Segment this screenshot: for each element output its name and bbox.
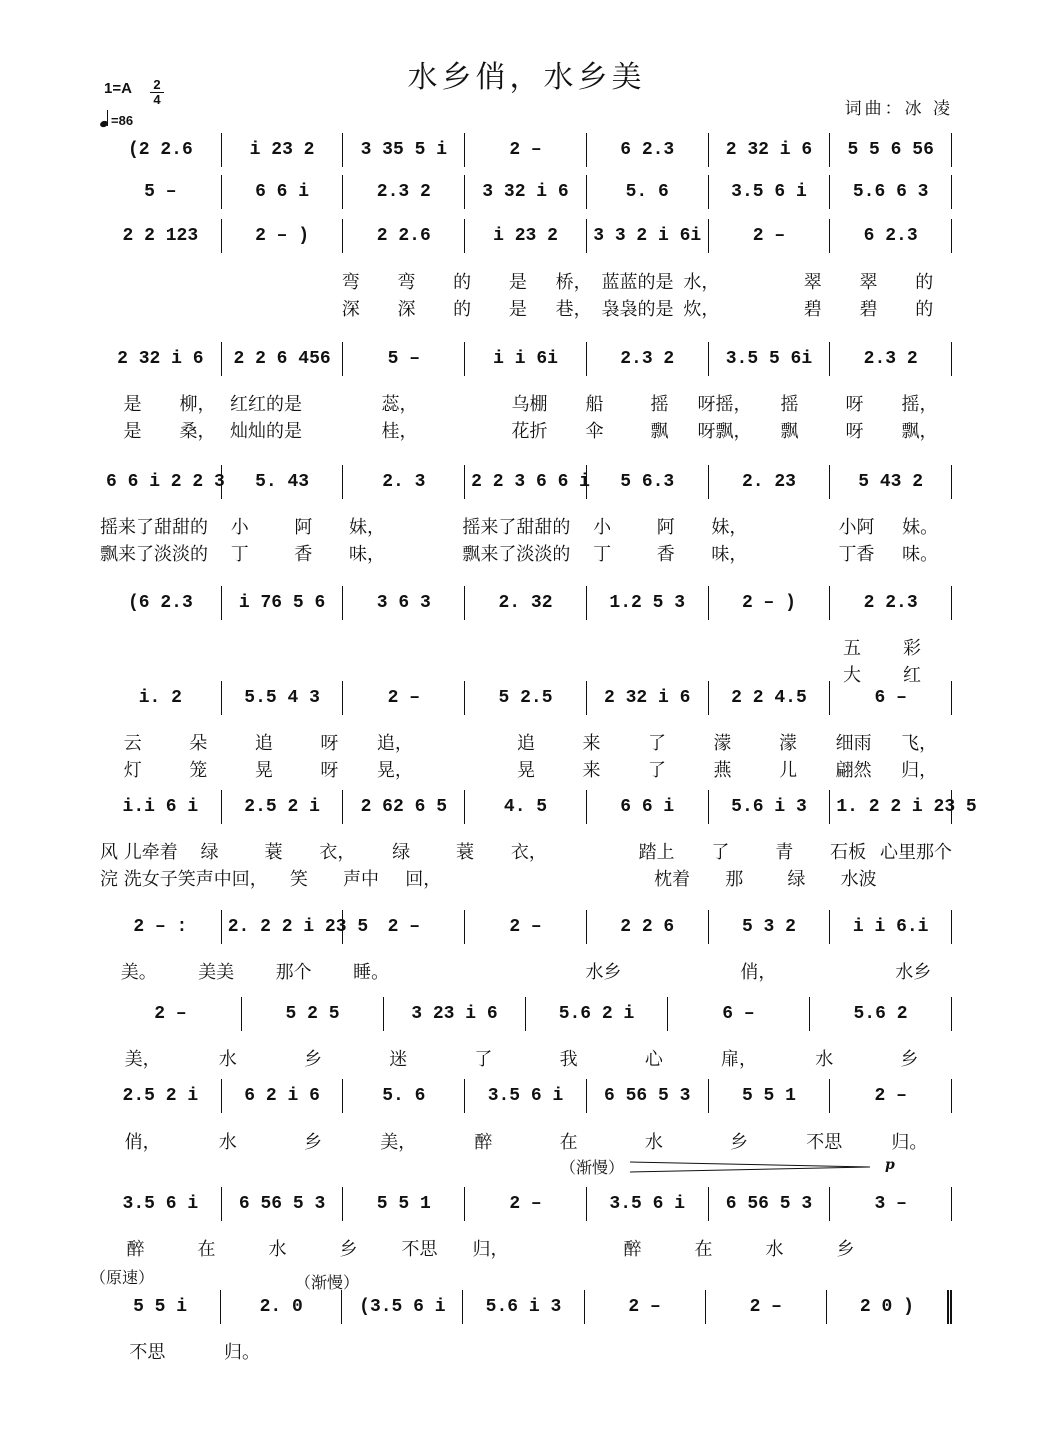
- measure: 2. 23: [708, 465, 830, 499]
- lyric-syllable: 巷，: [555, 299, 592, 320]
- lyric-syllable: 丁: [230, 544, 249, 565]
- lyric-syllable: 摇来了甜甜的: [462, 517, 571, 538]
- lyric-syllable: 是: [123, 421, 142, 442]
- measure: 3.5 6 i: [708, 175, 830, 209]
- lyric-syllable: 呀: [320, 733, 339, 754]
- lyric-line: [100, 1128, 952, 1154]
- measure: 2 2 6: [586, 910, 708, 944]
- measure: 3 3 2 i 6i: [586, 219, 708, 253]
- lyric-syllable: 水乡: [895, 962, 932, 983]
- lyric-syllable: 阿: [656, 517, 675, 538]
- lyric-syllable: 不思: [806, 1132, 843, 1153]
- lyric-syllable: 深: [341, 299, 360, 320]
- lyric-syllable: 睡。: [353, 962, 390, 983]
- lyric-syllable: 飘，: [901, 421, 938, 442]
- lyric-line: [100, 1045, 952, 1071]
- lyric-line: [100, 268, 952, 294]
- lyric-syllable: 俏，: [740, 962, 777, 983]
- measure: 5 5 1: [708, 1079, 830, 1113]
- lyric-syllable: 不思: [129, 1342, 166, 1363]
- lyric-syllable: 蕊，: [381, 394, 418, 415]
- measure: 5 –: [342, 342, 464, 376]
- measure: 2 32 i 6: [586, 681, 708, 715]
- lyric-syllable: 翩然: [835, 760, 872, 781]
- measure: 6 –: [667, 997, 809, 1031]
- lyric-syllable: 在: [694, 1239, 713, 1260]
- lyric-syllable: 乡: [730, 1132, 749, 1153]
- lyric-syllable: 那个: [275, 962, 312, 983]
- lyric-syllable: 美。: [120, 962, 157, 983]
- lyric-syllable: 弯: [397, 272, 416, 293]
- lyric-syllable: 飘来了淡淡的: [100, 544, 208, 565]
- lyric-syllable: 水，: [683, 272, 720, 293]
- measure: (3.5 6 i: [341, 1290, 462, 1324]
- measure: 4. 5: [464, 790, 586, 824]
- lyric-syllable: 桥，: [555, 272, 592, 293]
- lyric-syllable: 桂，: [381, 421, 418, 442]
- staff-row: [100, 1079, 952, 1113]
- measure: 5. 6: [586, 175, 708, 209]
- measure: 5 5 1: [342, 1187, 464, 1221]
- measure: i. 2: [138, 688, 182, 708]
- measure: 2. 2 2 i 23 5: [221, 910, 343, 944]
- measure: 2.3 2: [829, 342, 952, 376]
- lyric-syllable: 踏上: [638, 842, 675, 863]
- staff-row: [100, 681, 952, 715]
- staff-row: [100, 342, 952, 376]
- lyric-syllable: 衣，: [510, 842, 547, 863]
- measure: 1.2 5 3: [586, 586, 708, 620]
- lyric-line: [100, 958, 952, 984]
- lyric-syllable: 醉: [126, 1239, 145, 1260]
- lyric-syllable: 红: [903, 665, 921, 686]
- measure: 3.5 6 i: [586, 1187, 708, 1221]
- lyric-syllable: 了: [648, 733, 667, 754]
- lyric-syllable: 归。: [891, 1132, 928, 1153]
- lyric-syllable: 摇: [650, 394, 669, 415]
- staff-row: [100, 465, 952, 499]
- measure: 5 6.3: [586, 465, 708, 499]
- measure: i.i 6 i: [122, 797, 199, 817]
- measure: 2 2.6: [342, 219, 464, 253]
- measure: i 23 2: [221, 133, 343, 167]
- lyric-syllable: 俏，: [124, 1132, 161, 1153]
- lyric-syllable: 彩: [903, 638, 921, 659]
- lyric-line: [100, 540, 952, 566]
- lyric-line: [100, 729, 952, 755]
- lyric-line: [100, 756, 952, 782]
- measure: 5.5 4 3: [221, 681, 343, 715]
- lyric-syllable: 红红的是: [230, 394, 302, 415]
- lyric-syllable: 归，: [472, 1239, 509, 1260]
- lyric-syllable: 声中: [343, 869, 380, 890]
- measure: 2 –: [342, 681, 464, 715]
- lyric-syllable: 小阿: [838, 517, 875, 538]
- lyric-syllable: 濛: [713, 733, 732, 754]
- staff-row: [100, 1187, 952, 1221]
- measure: 2 –: [464, 133, 586, 167]
- lyric-syllable: 五: [843, 638, 861, 659]
- measure: 2 –: [829, 1079, 952, 1113]
- lyric-syllable: 乡: [304, 1049, 322, 1070]
- lyric-syllable: 乌棚: [511, 394, 548, 415]
- lyric-syllable: 浣 洗女子: [100, 869, 178, 890]
- measure: 2 0 ): [826, 1290, 952, 1324]
- staff-row: [100, 790, 977, 824]
- lyric-syllable: 翠: [859, 272, 878, 293]
- lyric-syllable: 蓑: [456, 842, 475, 863]
- measure: 5 2.5: [464, 681, 586, 715]
- measure: 3.5 5 6i: [708, 342, 830, 376]
- lyric-syllable: 石板: [830, 842, 867, 863]
- measure: 2. 0: [220, 1290, 341, 1324]
- lyric-syllable: 我: [559, 1049, 578, 1070]
- lyric-syllable: 乡: [836, 1239, 855, 1260]
- lyric-syllable: 水: [218, 1049, 237, 1070]
- lyric-syllable: 呀: [845, 394, 864, 415]
- measure: 2. 32: [464, 586, 586, 620]
- measure: (2 2.6: [127, 140, 193, 160]
- lyric-syllable: 云: [123, 733, 142, 754]
- lyric-syllable: 飞，: [901, 733, 938, 754]
- measure: 2 –: [464, 910, 586, 944]
- staff-row: [100, 175, 952, 209]
- measure: 2.3 2: [342, 175, 464, 209]
- tempo-mark: [100, 110, 133, 128]
- lyric-line: [100, 295, 952, 321]
- lyric-syllable: 呀摇，: [697, 394, 752, 415]
- lyric-syllable: 绿: [200, 842, 219, 863]
- measure: 5.6 i 3: [708, 790, 830, 824]
- lyric-syllable: 的: [915, 272, 934, 293]
- measure: 2 –: [154, 1004, 187, 1024]
- lyric-syllable: 归，: [901, 760, 938, 781]
- lyric-syllable: 了: [711, 842, 730, 863]
- measure: 2 2 123: [122, 226, 199, 246]
- lyric-syllable: 在: [197, 1239, 216, 1260]
- lyric-syllable: 在: [559, 1132, 578, 1153]
- lyric-syllable: 心: [644, 1049, 663, 1070]
- measure: 3 32 i 6: [464, 175, 586, 209]
- lyric-syllable: 水: [765, 1239, 784, 1260]
- staff-row: [100, 997, 952, 1031]
- time-top: 2: [150, 78, 164, 93]
- time-bottom: 4: [153, 92, 161, 107]
- lyric-syllable: 灿灿的是: [230, 421, 302, 442]
- lyric-syllable: 朵: [189, 733, 208, 754]
- lyric-syllable: 妹，: [348, 517, 385, 538]
- lyric-syllable: 美，: [124, 1049, 161, 1070]
- measure: i 23 2: [464, 219, 586, 253]
- measure: 2. 3: [342, 465, 464, 499]
- lyric-line: [100, 1235, 952, 1261]
- lyric-syllable: 是: [508, 299, 527, 320]
- measure: 2 – ): [708, 586, 830, 620]
- lyric-syllable: 小: [593, 517, 612, 538]
- measure: 3 23 i 6: [383, 997, 525, 1031]
- piano-dynamic: p: [885, 1157, 895, 1173]
- song-title: 水乡俏，水乡美: [407, 60, 646, 95]
- tempo-value: =86: [111, 113, 134, 128]
- measure: 2.3 2: [586, 342, 708, 376]
- lyric-syllable: 是: [508, 272, 527, 293]
- measure: 2 – :: [133, 917, 188, 937]
- lyric-syllable: 的: [453, 272, 472, 293]
- lyric-syllable: 水波: [840, 869, 877, 890]
- lyric-syllable: 飘: [650, 421, 669, 442]
- ritardando-mark-2: （渐慢）: [295, 1273, 360, 1292]
- measure: 6 2.3: [586, 133, 708, 167]
- measure: 2 – ): [221, 219, 343, 253]
- lyric-syllable: 水乡: [585, 962, 622, 983]
- lyric-syllable: 伞: [585, 421, 604, 442]
- lyric-syllable: 味，: [711, 544, 748, 565]
- lyric-line: [100, 417, 952, 443]
- staff-row: [100, 133, 952, 167]
- lyric-syllable: 呀: [845, 421, 864, 442]
- lyric-syllable: 笑声中回，: [177, 869, 268, 890]
- measure: 3 –: [829, 1187, 952, 1221]
- lyric-syllable: 心里那个: [880, 842, 953, 863]
- lyric-syllable: 晃，: [376, 760, 413, 781]
- lyric-syllable: 摇，: [901, 394, 938, 415]
- lyric-syllable: 那: [725, 869, 744, 890]
- measure: 5.6 2: [809, 997, 952, 1031]
- lyric-syllable: 来: [582, 733, 601, 754]
- measure: i 76 5 6: [221, 586, 343, 620]
- lyric-syllable: 呀飘，: [697, 421, 752, 442]
- lyric-syllable: 是: [123, 394, 142, 415]
- measure: i i 6.i: [829, 910, 952, 944]
- lyric-line: [100, 390, 952, 416]
- lyric-syllable: 花折: [511, 421, 548, 442]
- lyric-line: [100, 1338, 952, 1364]
- lyric-syllable: 的: [915, 299, 934, 320]
- measure: 2 –: [584, 1290, 705, 1324]
- ritardando-mark: （渐慢）: [560, 1158, 625, 1177]
- lyric-syllable: 枕着: [654, 869, 691, 890]
- lyric-syllable: 袅袅的是: [601, 299, 674, 320]
- lyric-syllable: 青: [775, 842, 794, 863]
- lyric-syllable: 醉: [623, 1239, 642, 1260]
- measure: 2 –: [342, 910, 464, 944]
- lyric-syllable: 船: [585, 394, 604, 415]
- measure: 2 2 4.5: [708, 681, 830, 715]
- lyric-syllable: 笼: [189, 760, 208, 781]
- lyric-syllable: 笑: [289, 869, 308, 890]
- lyric-syllable: 飘: [780, 421, 799, 442]
- lyric-syllable: 水: [815, 1049, 834, 1070]
- lyric-syllable: 水: [218, 1132, 237, 1153]
- decrescendo-hairpin: [630, 1160, 870, 1174]
- lyric-syllable: 摇来了甜甜的: [100, 517, 208, 538]
- measure: 2 32 i 6: [117, 349, 204, 369]
- measure: 5 –: [144, 182, 177, 202]
- lyric-syllable: 追: [254, 733, 273, 754]
- lyric-syllable: 弯: [341, 272, 360, 293]
- measure: 2.5 2 i: [122, 1086, 199, 1106]
- lyric-syllable: 香: [656, 544, 675, 565]
- measure: 2 –: [708, 219, 830, 253]
- lyric-syllable: 碧: [803, 299, 822, 320]
- measure: 5.6 i 3: [462, 1290, 583, 1324]
- measure: 5.6 2 i: [525, 997, 667, 1031]
- lyric-syllable: 水: [268, 1239, 287, 1260]
- key-signature: 1=A: [104, 80, 132, 97]
- lyric-syllable: 绿: [787, 869, 806, 890]
- staff-row: [100, 586, 952, 620]
- lyric-syllable: 深: [397, 299, 416, 320]
- lyric-syllable: 细雨: [835, 733, 872, 754]
- lyric-syllable: 回，: [405, 869, 442, 890]
- lyric-syllable: 大: [843, 665, 861, 686]
- lyric-syllable: 香: [294, 544, 313, 565]
- measure: 6 6 i: [221, 175, 343, 209]
- measure: 2.5 2 i: [221, 790, 343, 824]
- lyric-syllable: 燕: [713, 760, 732, 781]
- lyric-syllable: 阿: [294, 517, 313, 538]
- lyric-syllable: 味。: [902, 544, 939, 565]
- lyric-syllable: 飘来了淡淡的: [462, 544, 571, 565]
- staff-row: [100, 910, 952, 944]
- lyric-syllable: 归。: [224, 1342, 260, 1363]
- measure: 2 2.3: [829, 586, 952, 620]
- measure: 5 5 i: [133, 1297, 188, 1317]
- measure: 5. 6: [342, 1079, 464, 1113]
- measure: 5 2 5: [241, 997, 383, 1031]
- lyric-syllable: 乡: [900, 1049, 919, 1070]
- measure: 3.5 6 i: [122, 1194, 199, 1214]
- lyric-syllable: 呀: [320, 760, 339, 781]
- measure: 2 2 3 6 6 i: [464, 465, 586, 499]
- measure: 6 2 i 6: [221, 1079, 343, 1113]
- lyric-syllable: 水: [644, 1132, 663, 1153]
- lyric-syllable: 来: [582, 760, 601, 781]
- lyric-syllable: 美，: [380, 1132, 417, 1153]
- lyric-syllable: 摇: [780, 394, 799, 415]
- lyric-syllable: 翠: [803, 272, 822, 293]
- measure: 6 6 i: [586, 790, 708, 824]
- lyric-syllable: 桑，: [179, 421, 216, 442]
- measure: 6 6 i 2 2 3: [106, 472, 225, 492]
- lyric-syllable: 衣，: [319, 842, 356, 863]
- lyric-syllable: 蓝蓝的是: [601, 272, 674, 293]
- measure: 5 3 2: [708, 910, 830, 944]
- lyric-syllable: 乡: [339, 1239, 358, 1260]
- quarter-note-icon: [99, 120, 109, 128]
- measure: 3 6 3: [342, 586, 464, 620]
- staff-row: [100, 219, 952, 253]
- lyric-line: [100, 838, 952, 864]
- measure: 5. 43: [221, 465, 343, 499]
- lyric-syllable: 妹，: [711, 517, 748, 538]
- credit-line: 词曲：冰 凌: [844, 99, 953, 119]
- measure: 1. 2 2 i 23 5: [829, 790, 952, 824]
- time-signature: [150, 78, 164, 107]
- lyric-syllable: 晃: [516, 760, 535, 781]
- measure: 5 43 2: [829, 465, 952, 499]
- lyric-syllable: 灯: [123, 760, 142, 781]
- measure: 5 5 6 56: [829, 133, 952, 167]
- lyric-line: [100, 513, 952, 539]
- lyric-syllable: 味，: [348, 544, 385, 565]
- lyric-syllable: 乡: [304, 1132, 322, 1153]
- lyric-syllable: 追，: [376, 733, 413, 754]
- lyric-syllable: 迷: [389, 1049, 408, 1070]
- lyric-syllable: 炊，: [683, 299, 720, 320]
- measure: i i 6i: [464, 342, 586, 376]
- lyric-syllable: 了: [648, 760, 667, 781]
- lyric-syllable: 儿: [779, 760, 798, 781]
- lyric-syllable: 美美: [198, 962, 235, 983]
- measure: 5.6 6 3: [829, 175, 952, 209]
- lyric-syllable: 濛: [779, 733, 798, 754]
- lyric-syllable: 不思: [401, 1239, 438, 1260]
- lyric-syllable: 扉，: [721, 1049, 758, 1070]
- measure: 2 2 6 456: [221, 342, 343, 376]
- measure: 6 56 5 3: [708, 1187, 830, 1221]
- lyric-line: [100, 865, 952, 891]
- lyric-syllable: 丁香: [838, 544, 875, 565]
- measure: 6 56 5 3: [586, 1079, 708, 1113]
- lyric-syllable: 的: [453, 299, 472, 320]
- a-tempo-mark: （原速）: [90, 1268, 155, 1287]
- lyric-syllable: 醉: [474, 1132, 493, 1153]
- measure: 3 35 5 i: [342, 133, 464, 167]
- lyric-syllable: 柳，: [179, 394, 216, 415]
- measure: 2 –: [705, 1290, 826, 1324]
- lyric-syllable: 了: [474, 1049, 493, 1070]
- measure: 2 –: [464, 1187, 586, 1221]
- measure: 6 2.3: [829, 219, 952, 253]
- measure: 6 –: [829, 681, 952, 715]
- staff-row: [100, 1290, 952, 1324]
- lyric-line: [822, 634, 942, 660]
- lyric-syllable: 绿: [392, 842, 411, 863]
- lyric-syllable: 风 儿牵着: [100, 842, 178, 863]
- lyric-syllable: 妹。: [902, 517, 939, 538]
- measure: 2 62 6 5: [342, 790, 464, 824]
- measure: 2 32 i 6: [708, 133, 830, 167]
- lyric-syllable: 碧: [859, 299, 878, 320]
- lyric-syllable: 蓑: [264, 842, 283, 863]
- lyric-syllable: 追: [516, 733, 535, 754]
- lyric-syllable: 小: [230, 517, 249, 538]
- measure: 6 56 5 3: [221, 1187, 343, 1221]
- lyric-syllable: 晃: [254, 760, 273, 781]
- measure: 3.5 6 i: [464, 1079, 586, 1113]
- lyric-syllable: 丁: [593, 544, 612, 565]
- measure: (6 2.3: [127, 593, 193, 613]
